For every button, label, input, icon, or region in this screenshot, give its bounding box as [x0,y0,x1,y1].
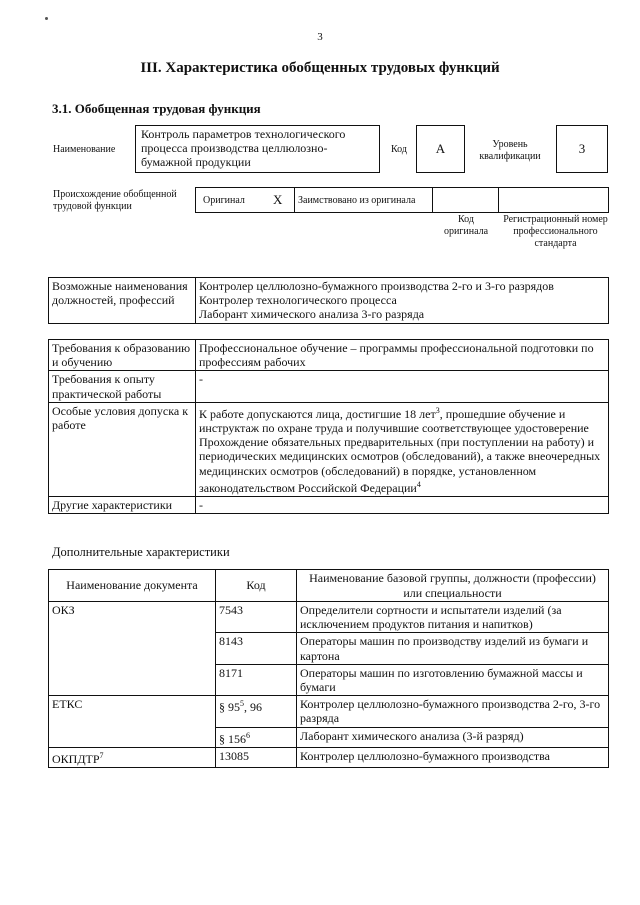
name-value: Контроль параметров технологического процесса производства целлюлозно-бумажной продукции [141,127,346,169]
col-header: Код [216,570,297,602]
page-number: 3 [317,31,323,43]
req-value: - [196,371,609,402]
reg-number-caption: Регистрационный номер профессионального стандарта [503,214,608,249]
doc-name: ОКЗ [49,602,216,696]
req-value: - [196,497,609,514]
req-label: Другие характеристики [49,497,196,514]
position-item: Контролер целлюлозно-бумажного производства 2-го и 3-го разрядов [199,279,554,293]
req-value: Профессиональное обучение – программы профессиональной подготовки по профессиям рабочих [196,340,609,371]
name-cell: Операторы машин по изготовлению бумажной массы и бумаги [297,664,609,695]
name-cell: Контролер целлюлозно-бумажного производства [297,747,609,767]
origin-label: Происхождение обобщенной трудовой функции [53,189,177,212]
borrowed-label: Заимствовано из оригинала [298,195,416,206]
subsection-title: 3.1. Обобщенная трудовая функция [52,101,261,116]
col-header: Наименование документа [49,570,216,602]
name-cell: Контролер целлюлозно-бумажного производства 2-го, 3-го разряда [297,696,609,727]
positions-table [48,277,609,324]
col-header: Наименование базовой группы, должности (профессии) или специальности [297,570,609,602]
conditions-text-c: Прохождение обязательных предварительных (при поступлении на работу) и периодических медицинских осмотров (обследований), а также внеочередных медицинских осмотров (обследований) в порядке, установленном законодательством Российской Федерации [199,435,601,495]
name-cell: Операторы машин по производству изделий из бумаги и картона [297,633,609,664]
position-item: Контролер технологического процесса [199,293,397,308]
name-cell: Определители сортности и испытатели изделий (за исключением продуктов питания и напитков) [297,602,609,633]
level-value: 3 [578,141,586,156]
original-mark: X [273,192,283,207]
scan-dot [45,17,48,20]
footnote-ref: 4 [416,479,421,489]
code-cell: 13085 [216,747,297,767]
name-label: Наименование [53,144,116,155]
requirements-table [48,339,609,514]
doc-name: ЕТКС [49,696,216,748]
extra-title: Дополнительные характеристики [52,545,230,559]
level-label: Уровень квалификации [479,139,541,162]
positions-values [196,278,609,324]
position-item: Лаборант химического анализа 3-го разряда [199,307,425,322]
code-cell: § $156^6$ [216,727,297,747]
footnote-ref: 3 [435,405,440,415]
footnote-ref: 7 [99,750,104,760]
req-label: Требования к образованию и обучению [49,340,196,371]
section-title: III. Характеристика обобщенных трудовых функций [140,60,500,76]
original-label: Оригинал [203,195,245,206]
code-value: A [435,141,446,156]
conditions-text-a: К работе допускаются лица, достигшие 18 лет [199,406,436,421]
req-label: Особые условия допуска к работе [49,402,196,496]
code-box [416,125,465,173]
code-cell: 8171 [216,664,297,695]
name-cell: Лаборант химического анализа (3-й разряд) [297,727,609,747]
level-box [556,125,608,173]
name-box [135,125,380,173]
code-label: Код [391,144,407,155]
code-cell: 7543 [216,602,297,633]
code-cell: § $95^5$, 96 [216,696,297,727]
doc-name: ОКПДТР$^7$ [49,747,216,767]
code-original-caption: Код оригинала [443,214,489,237]
req-label: Требования к опыту практической работы [49,371,196,402]
code-cell: 8143 [216,633,297,664]
footnote-ref: 5 [240,699,244,709]
conditions-text-b: , прошедшие обучение и инструктаж по охране труда и получившие соответствующее удостоверение [199,406,589,436]
footnote-ref: 6 [246,730,250,740]
extra-table [48,569,609,768]
req-value-conditions [196,402,609,496]
positions-label: Возможные наименования должностей, профессий [49,278,196,324]
